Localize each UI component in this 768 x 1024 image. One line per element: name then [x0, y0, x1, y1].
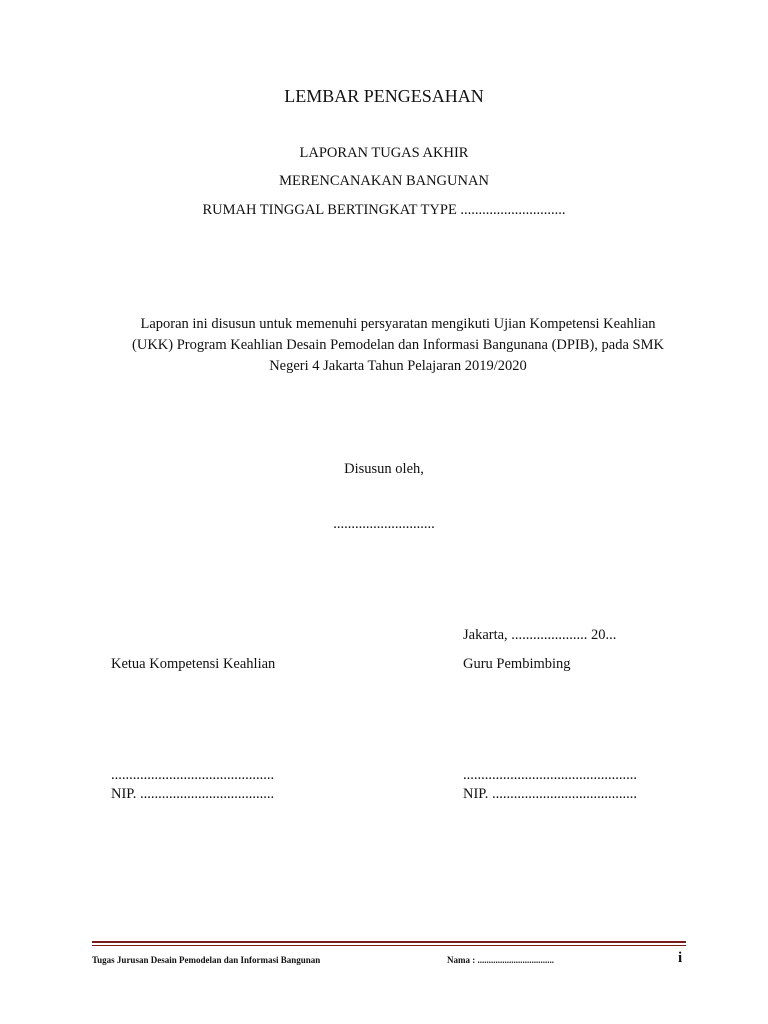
- left-signer-name-line: .............................................: [111, 767, 275, 783]
- paragraph-line-1: Laporan ini disusun untuk memenuhi persyaratan mengikuti Ujian Kompetensi Keahlian: [140, 316, 656, 332]
- subtitle-line-3: RUMAH TINGGAL BERTINGKAT TYPE .............................: [202, 202, 566, 218]
- subtitle-line-2: MERENCANAKAN BANGUNAN: [279, 173, 489, 189]
- right-signer-role: Guru Pembimbing: [463, 656, 571, 672]
- paragraph-line-3: Negeri 4 Jakarta Tahun Pelajaran 2019/2020: [269, 358, 527, 374]
- subtitle-line-1: LAPORAN TUGAS AKHIR: [299, 145, 469, 161]
- footer-name-field: Nama : ..................................: [447, 955, 554, 965]
- page-title: LEMBAR PENGESAHAN: [284, 86, 484, 106]
- prepared-by-label: Disusun oleh,: [344, 461, 424, 477]
- right-signer-name-line: ................................................: [463, 767, 637, 783]
- left-signer-nip: NIP. .....................................: [111, 786, 275, 802]
- paragraph-line-2: (UKK) Program Keahlian Desain Pemodelan dan Informasi Bangunana (DPIB), pada SMK: [132, 337, 664, 353]
- right-signer-nip: NIP. ........................................: [463, 786, 638, 802]
- footer-divider-thin: [92, 945, 686, 946]
- place-date: Jakarta, ..................... 20...: [463, 627, 617, 643]
- author-placeholder: ............................: [333, 516, 435, 532]
- footer-department-text: Tugas Jurusan Desain Pemodelan dan Informasi Bangunan: [92, 955, 321, 965]
- footer-divider-thick: [92, 941, 686, 943]
- page-number: i: [678, 950, 683, 966]
- left-signer-role: Ketua Kompetensi Keahlian: [111, 656, 276, 672]
- purpose-paragraph: [100, 314, 696, 377]
